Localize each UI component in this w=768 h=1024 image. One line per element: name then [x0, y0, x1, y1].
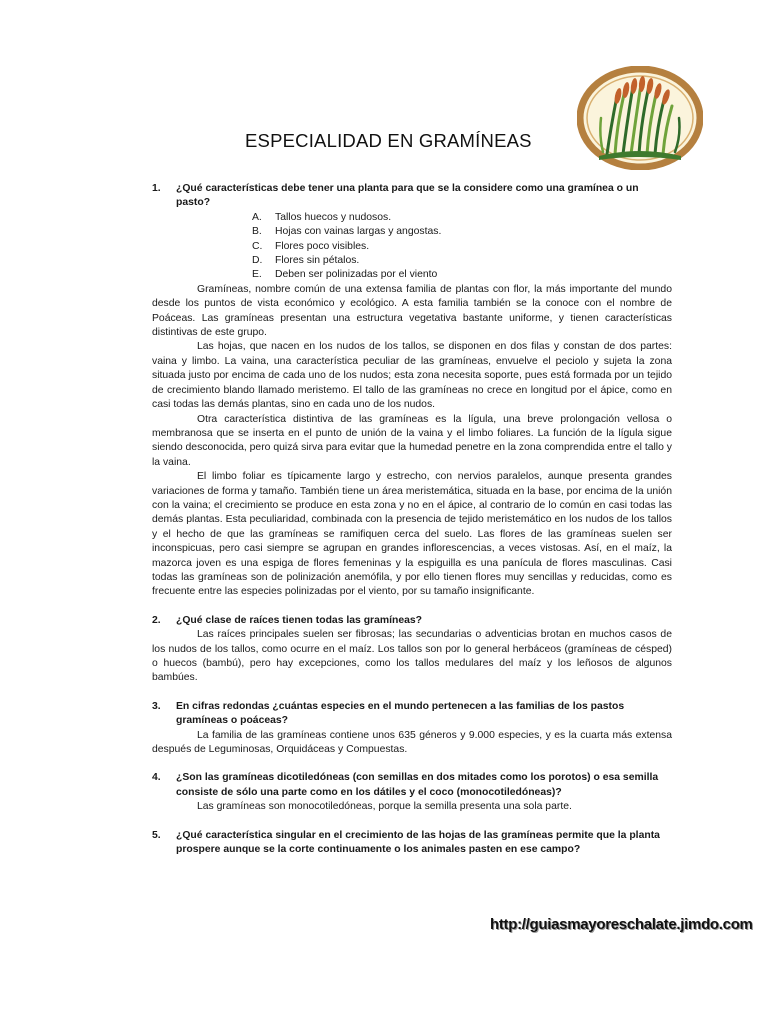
- option-letter: D.: [252, 255, 263, 267]
- question-4: [152, 771, 672, 800]
- question-section-1: [152, 182, 672, 600]
- answer-paragraph: Gramíneas, nombre común de una extensa familia de plantas con flor, la más importante del mundo desde los puntos de vista económico y ecológico. A esta familia también se la conoce con el nombre de Poáceas. Las gramíneas presentan una estructura vegetativa bastante uniforme, y tienen características distintivas de este grupo.: [152, 283, 672, 339]
- answer-paragraph: Las gramíneas son monocotiledóneas, porque la semilla presenta una sola parte.: [197, 801, 572, 813]
- options-list: [152, 211, 672, 283]
- footer-url[interactable]: http://guiasmayoreschalate.jimdo.com: [490, 916, 753, 933]
- grass-badge-icon: [577, 66, 703, 170]
- option-text: Tallos huecos y nudosos.: [275, 211, 392, 223]
- question-section-2: [152, 614, 672, 686]
- question-section-4: [152, 771, 672, 814]
- question-section-5: [152, 829, 672, 858]
- option-item: [252, 254, 672, 268]
- answer-paragraph: Las hojas, que nacen en los nudos de los tallos, se disponen en dos filas y constan de dos partes: vaina y limbo. La vaina, una característica peculiar de las gramíneas, envuelve el peciolo y sujeta la zona situada justo por encima de cada uno de los nudos; esta zona necesita soporte, pues está formada por un tejido de crecimiento blando llamado meristemo. El tallo de las gramíneas no crece en longitud por el ápice, como en casi todas las demás plantas, sino en cada uno de los nudos.: [152, 341, 672, 411]
- document-body: [152, 182, 672, 857]
- question-number: 2.: [152, 614, 161, 626]
- question-text: ¿Son las gramíneas dicotiledóneas (con semillas en dos mitades como los porotos) o esa semilla consiste de sólo una parte como en los dátiles y el coco (monocotiledóneas)?: [176, 772, 659, 798]
- option-text: Flores sin pétalos.: [275, 255, 360, 267]
- question-text: ¿Qué características debe tener una planta para que se la considere como una gramínea o un pasto?: [176, 183, 639, 209]
- answer-paragraph: Las raíces principales suelen ser fibrosas; las secundarias o adventicias brotan en muchos casos de los nudos de los tallos, como ocurre en el maíz. Los tallos son por lo general herbáceos (gramíneas de césped) o huecos (bambú), pero hay excepciones, como los tallos medulares del maíz y los leñosos de algunos bambúes.: [152, 629, 672, 684]
- question-section-3: [152, 700, 672, 758]
- question-text: ¿Qué característica singular en el crecimiento de las hojas de las gramíneas permite que la planta prospere aunque se la corte continuamente o los animales pasten en ese campo?: [176, 829, 660, 856]
- question-text: En cifras redondas ¿cuántas especies en el mundo pertenecen a las familias de los pastos gramíneas o poáceas?: [176, 700, 625, 727]
- option-letter: A.: [252, 211, 262, 223]
- option-item: [252, 240, 672, 254]
- question-number: 1.: [152, 183, 161, 194]
- question-5: [152, 829, 672, 858]
- option-text: Flores poco visibles.: [275, 240, 370, 252]
- option-item: [252, 225, 672, 239]
- page-title: ESPECIALIDAD EN GRAMÍNEAS: [245, 130, 532, 151]
- option-text: Deben ser polinizadas por el viento: [275, 269, 438, 281]
- option-item: [252, 268, 672, 282]
- question-2: [152, 614, 672, 628]
- option-text: Hojas con vainas largas y angostas.: [275, 226, 442, 238]
- option-letter: C.: [252, 240, 263, 252]
- question-3: [152, 700, 672, 729]
- answer-paragraph: La familia de las gramíneas contiene unos 635 géneros y 9.000 especies, y es la cuarta más extensa después de Leguminosas, Orquidáceas y Compuestas.: [152, 729, 672, 756]
- question-number: 4.: [152, 772, 161, 784]
- option-letter: B.: [252, 226, 262, 238]
- question-text: ¿Qué clase de raíces tienen todas las gramíneas?: [176, 614, 423, 626]
- answer-paragraph: El limbo foliar es típicamente largo y estrecho, con nervios paralelos, aunque presenta grandes variaciones de forma y tamaño. También tiene un área meristemática, situada en la base, por encima de la unión con la vaina; el crecimiento se produce en esta zona y no en el ápice, al contrario de lo común en casi todas las demás plantas. Esta peculiaridad, combinada con la presencia de tejido meristemático en los nudos de los tallos y el hecho de que las gramíneas se ramifiquen cerca del suelo. Las flores de las gramíneas suelen ser inconspicuas, pero casi siempre se agrupan en grandes inflorescencias, a veces vistosas. Así, en el maíz, la mazorca joven es una espiga de flores femeninas y la espiguilla es una panícula de flores masculinas. Casi todas las gramíneas son de polinización anemófila, y por ello tienen flores muy sencillas y reducidas, como es frecuente entre las especies polinizadas por el viento, por su tamaño insignificante.: [152, 471, 672, 598]
- question-1: [152, 182, 672, 211]
- question-number: 5.: [152, 829, 161, 841]
- answer-paragraph: Otra característica distintiva de las gramíneas es la lígula, una breve prolongación vellosa o membranosa que se inserta en el punto de unión de la vaina y el limbo foliares. La función de la lígula sigue siendo desconocida, pero quizá sirva para evitar que la humedad penetre en la zona comprendida entre el tallo y la vaina.: [152, 413, 672, 468]
- option-letter: E.: [252, 269, 262, 281]
- option-item: [252, 211, 672, 225]
- question-number: 3.: [152, 700, 161, 712]
